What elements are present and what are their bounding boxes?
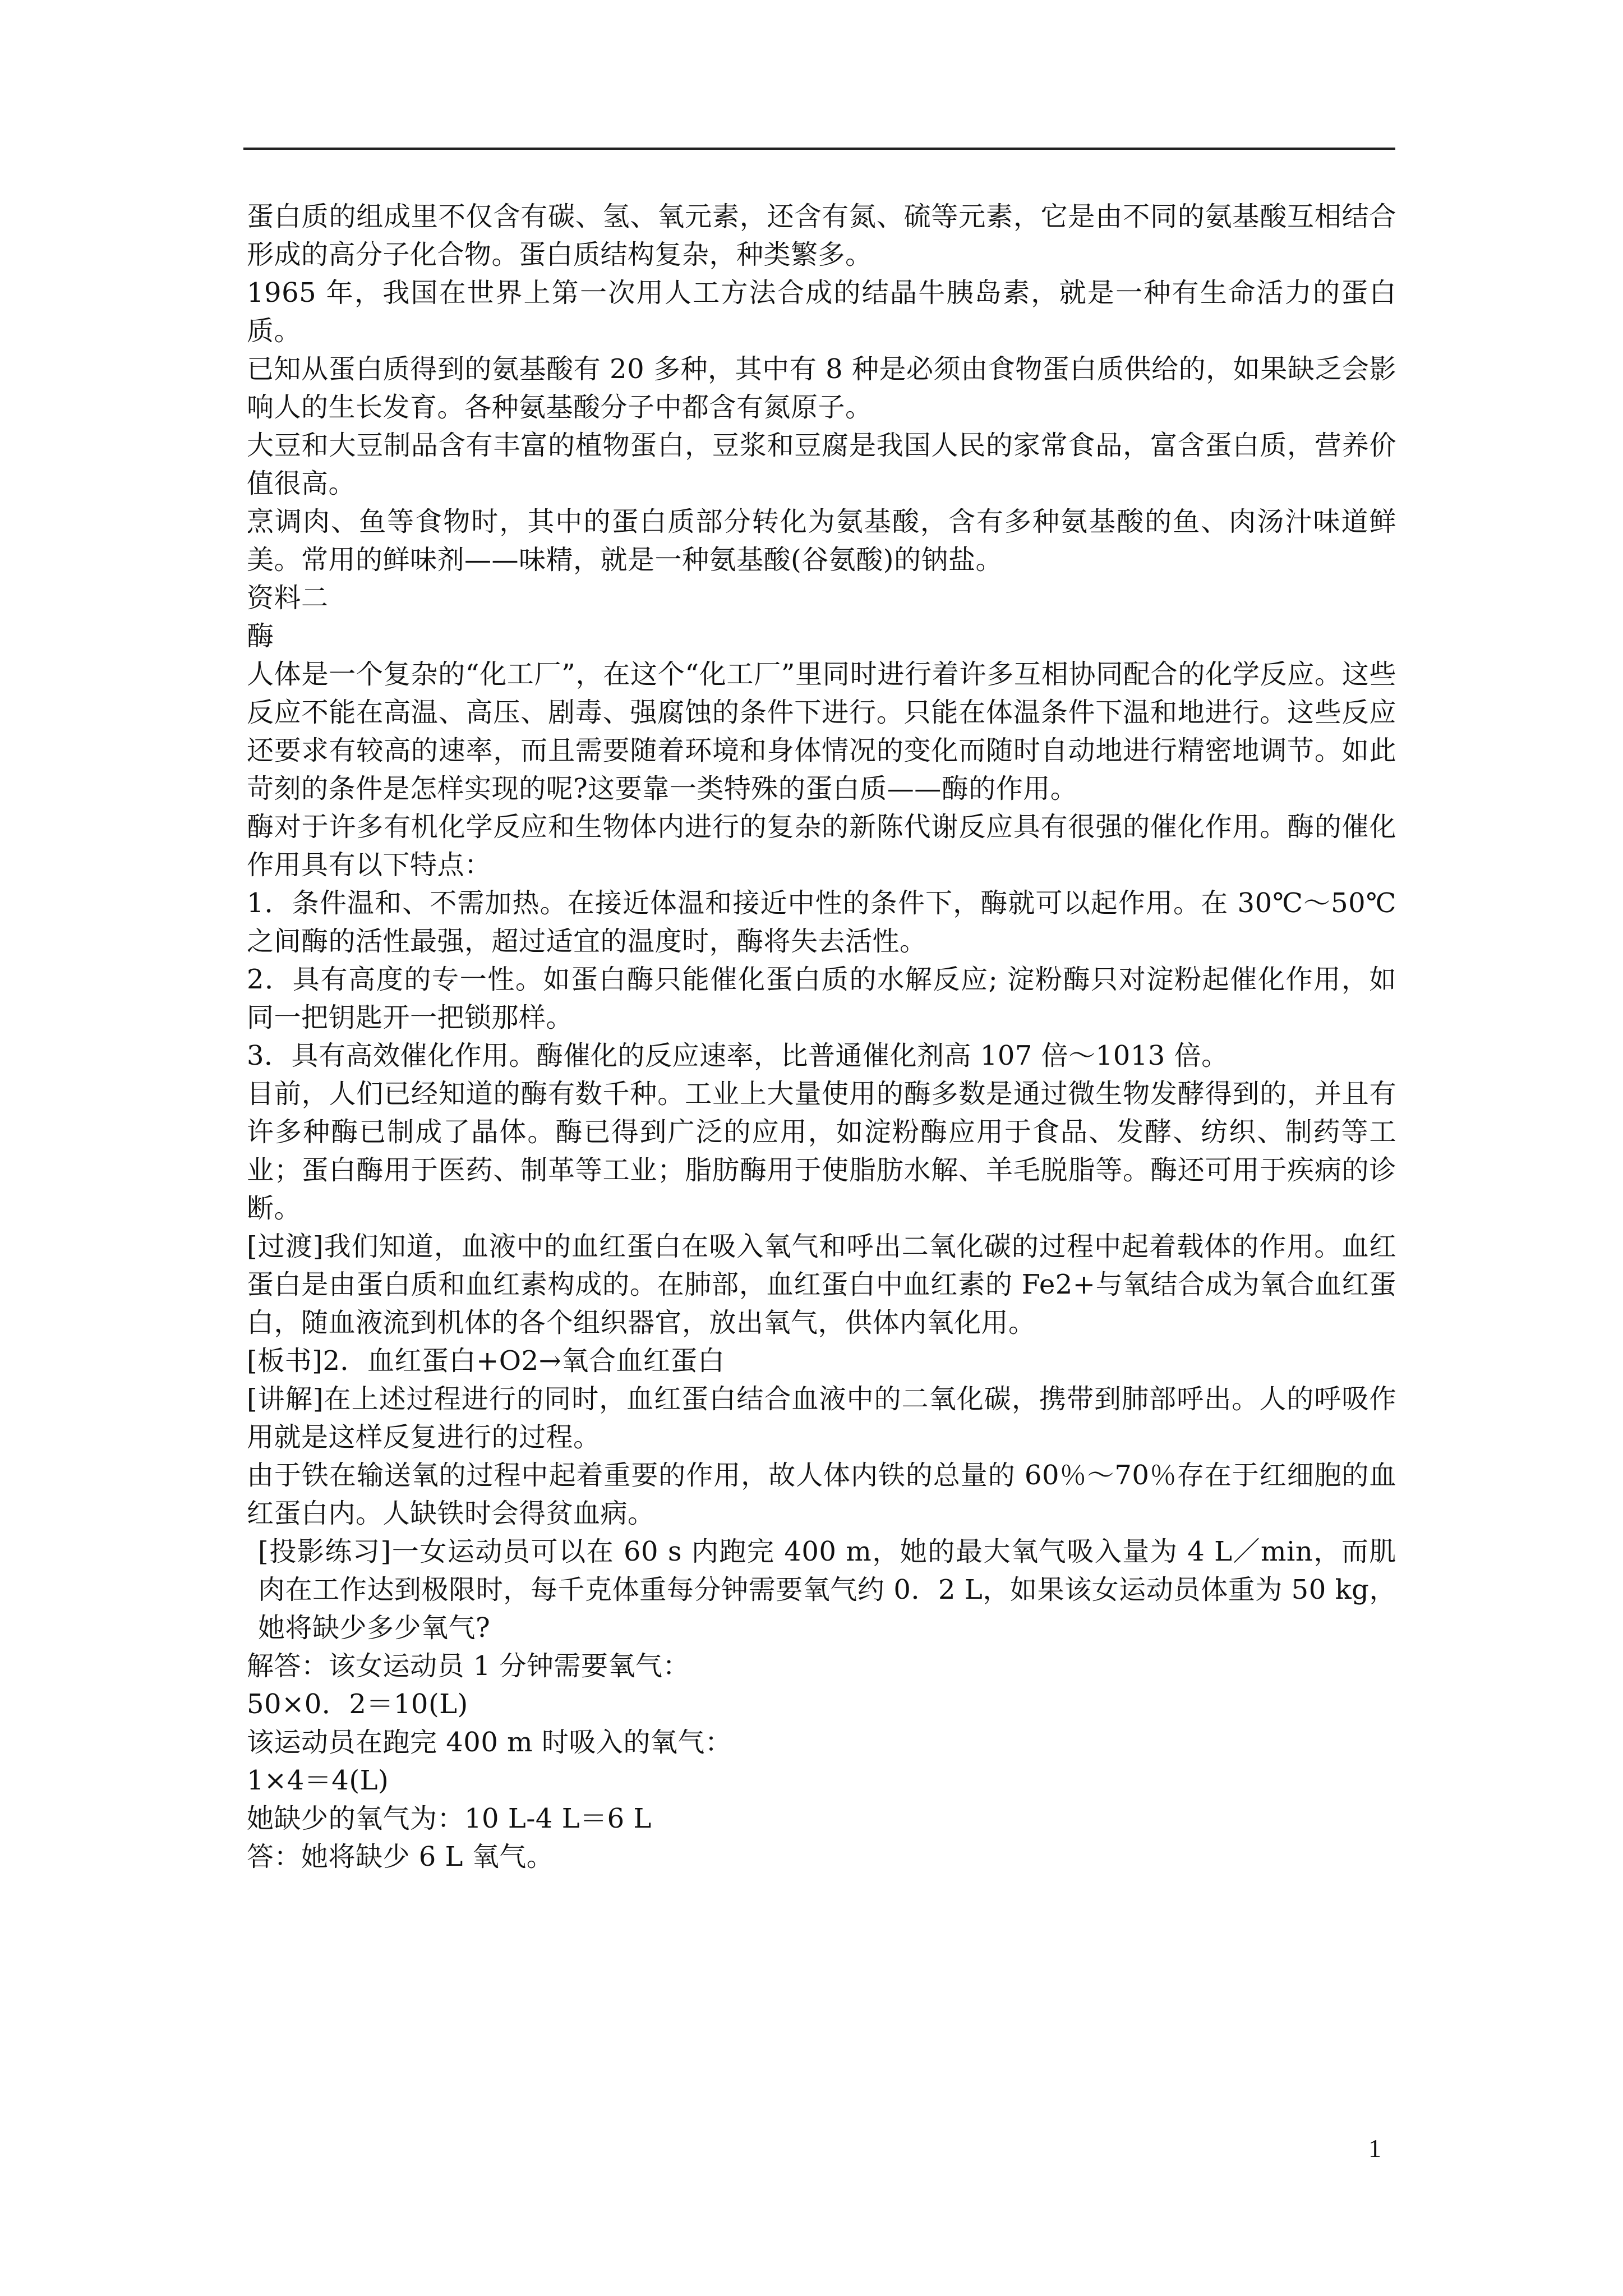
solution-line-3: 该运动员在跑完 400 m 时吸入的氧气： xyxy=(247,1727,732,1758)
list-item-efficiency: 3．具有高效催化作用。酶催化的反应速率，比普通催化剂高 107 倍～1013 倍。 xyxy=(247,1040,1229,1071)
section-heading-enzyme: 酶 xyxy=(247,620,274,652)
list-item-specificity: 2．具有高度的专一性。如蛋白酶只能催化蛋白质的水解反应; 淀粉酶只对淀粉起催化作用，如同一把钥匙开一把锁那样。 xyxy=(247,964,1396,1033)
paragraph-amino-acids: 已知从蛋白质得到的氨基酸有 20 多种，其中有 8 种是必须由食物蛋白质供给的，如果缺乏会影响人的生长发育。各种氨基酸分子中都含有氮原子。 xyxy=(247,353,1396,423)
paragraph-iron-anemia: 由于铁在输送氧的过程中起着重要的作用，故人体内铁的总量的 60％～70％存在于红细胞的血红蛋白内。人缺铁时会得贫血病。 xyxy=(247,1460,1396,1529)
paragraph-practice-problem: [投影练习]一女运动员可以在 60 s 内跑完 400 m，她的最大氧气吸入量为 4 L／min，而肌肉在工作达到极限时，每千克体重每分钟需要氧气约 0．2 L，如果该女运动员体重为 50 kg，她将缺少多少氧气? xyxy=(258,1536,1396,1644)
paragraph-protein-composition: 蛋白质的组成里不仅含有碳、氢、氧元素，还含有氮、硫等元素，它是由不同的氨基酸互相结合形成的高分子化合物。蛋白质结构复杂，种类繁多。 xyxy=(247,201,1396,270)
answer-line: 答：她将缺少 6 L 氧气。 xyxy=(247,1841,554,1872)
list-item-mild-conditions: 1．条件温和、不需加热。在接近体温和接近中性的条件下，酶就可以起作用。在 30℃～50℃之间酶的活性最强，超过适宜的温度时，酶将失去活性。 xyxy=(247,887,1396,957)
solution-line-4: 1×4＝4(L) xyxy=(247,1765,389,1796)
paragraph-transition-hemoglobin: [过渡]我们知道，血液中的血红蛋白在吸入氧气和呼出二氧化碳的过程中起着载体的作用。血红蛋白是由蛋白质和血红素构成的。在肺部，血红蛋白中血红素的 Fe2+与氧结合成为氧合血红蛋白，随血液流到机体的各个组织器官，放出氧气，供体内氧化用。 xyxy=(247,1231,1396,1338)
header-rule xyxy=(243,148,1395,150)
section-heading-material-two: 资料二 xyxy=(247,582,329,614)
solution-line-2: 50×0．2＝10(L) xyxy=(247,1688,468,1720)
paragraph-explanation: [讲解]在上述过程进行的同时，血红蛋白结合血液中的二氧化碳，携带到肺部呼出。人的呼吸作用就是这样反复进行的过程。 xyxy=(247,1383,1396,1453)
paragraph-enzyme-catalysis: 酶对于许多有机化学反应和生物体内进行的复杂的新陈代谢反应具有很强的催化作用。酶的催化作用具有以下特点： xyxy=(247,811,1396,881)
solution-line-1: 解答：该女运动员 1 分钟需要氧气： xyxy=(247,1650,690,1682)
page-number: 1 xyxy=(1368,2134,1381,2162)
paragraph-cooking-msg: 烹调肉、鱼等食物时，其中的蛋白质部分转化为氨基酸，含有多种氨基酸的鱼、肉汤汁味道鲜美。常用的鲜味剂——味精，就是一种氨基酸(谷氨酸)的钠盐。 xyxy=(247,506,1396,576)
paragraph-board-note: [板书]2．血红蛋白+O2→氧合血红蛋白 xyxy=(247,1345,725,1377)
paragraph-insulin-1965: 1965 年，我国在世界上第一次用人工方法合成的结晶牛胰岛素，就是一种有生命活力的蛋白质。 xyxy=(247,277,1396,347)
paragraph-soy-protein: 大豆和大豆制品含有丰富的植物蛋白，豆浆和豆腐是我国人民的家常食品，富含蛋白质，营养价值很高。 xyxy=(247,430,1396,499)
paragraph-chemical-factory: 人体是一个复杂的“化工厂”，在这个“化工厂”里同时进行着许多互相协同配合的化学反应。这些反应不能在高温、高压、剧毒、强腐蚀的条件下进行。只能在体温条件下温和地进行。这些反应还要求有较高的速率，而且需要随着环境和身体情况的变化而随时自动地进行精密地调节。如此苛刻的条件是怎样实现的呢?这要靠一类特殊的蛋白质——酶的作用。 xyxy=(247,659,1396,804)
solution-line-5: 她缺少的氧气为：10 L-4 L＝6 L xyxy=(247,1803,652,1834)
paragraph-enzyme-applications: 目前，人们已经知道的酶有数千种。工业上大量使用的酶多数是通过微生物发酵得到的，并且有许多种酶已制成了晶体。酶已得到广泛的应用，如淀粉酶应用于食品、发酵、纺织、制药等工业；蛋白酶用于医药、制革等工业；脂肪酶用于使脂肪水解、羊毛脱脂等。酶还可用于疾病的诊断。 xyxy=(247,1078,1396,1224)
document-body xyxy=(247,197,1396,1876)
